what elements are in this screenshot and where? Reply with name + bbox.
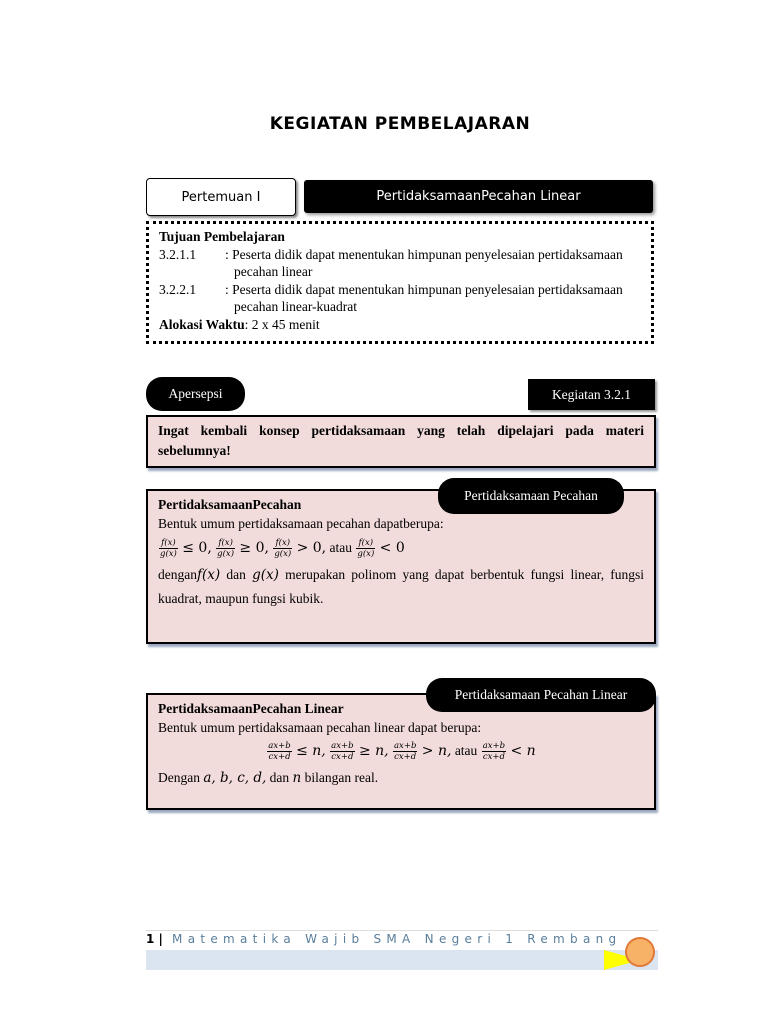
- section-heading: PertidaksamaanPecahan: [158, 497, 302, 512]
- footer-band: [146, 950, 658, 970]
- topic-banner: PertidaksamaanPecahan Linear: [304, 180, 653, 213]
- goal-text-cont: pecahan linear: [234, 264, 313, 279]
- section-pill: Pertidaksamaan Pecahan: [438, 478, 624, 514]
- section-pill: Pertidaksamaan Pecahan Linear: [426, 678, 656, 712]
- time-allocation-label: Alokasi Waktu: [159, 316, 245, 332]
- fraction: $\frac{ax+b}{cx+d}$: [268, 741, 291, 763]
- goal-text: : Peserta didik dapat menentukan himpunan penyelesaian pertidaksamaan: [225, 281, 623, 297]
- goal-number: 3.2.1.1: [159, 246, 197, 262]
- section-body: Dengan a, b, c, d, dan n bilangan real.: [158, 770, 379, 787]
- fraction: $\frac{f(x)}{g(x)}$: [274, 538, 292, 560]
- footer-text: Matematika Wajib SMA Negeri 1 Rembang: [172, 932, 622, 946]
- kegiatan-label: Kegiatan 3.2.1: [528, 379, 655, 410]
- fraction: $\frac{f(x)}{g(x)}$: [357, 538, 375, 560]
- operator: ≥ n,: [358, 743, 389, 759]
- operator: > 0,: [296, 540, 327, 556]
- goal-text: : Peserta didik dapat menentukan himpunan penyelesaian pertidaksamaan: [225, 246, 623, 262]
- page-number: 1 |: [146, 932, 163, 946]
- time-allocation: [159, 316, 641, 334]
- apersepsi-label: Apersepsi: [146, 377, 245, 411]
- operator: < n: [510, 743, 536, 759]
- section-heading: PertidaksamaanPecahan Linear: [158, 701, 344, 716]
- footer-circle-icon: [625, 937, 655, 967]
- goal-item: [159, 281, 641, 316]
- operator: < 0: [379, 540, 405, 556]
- footer-divider: [146, 930, 658, 931]
- footer: [146, 932, 621, 946]
- operator: ≥ 0,: [239, 540, 269, 556]
- goal-number: 3.2.2.1: [159, 281, 197, 297]
- fraction: $\frac{ax+b}{cx+d}$: [331, 741, 354, 763]
- learning-goals-box: [146, 221, 654, 344]
- section-body: denganf(x) dan g(x) merupakan polinom yang dapat berbentuk fungsi linear, fungsi kuadrat, maupun fungsi kubik.: [158, 567, 645, 607]
- recall-box: Ingat kembali konsep pertidaksamaan yang telah dipelajari pada materi sebelumnya!: [146, 415, 656, 468]
- time-allocation-value: : 2 x 45 menit: [244, 316, 320, 332]
- goal-item: [159, 246, 641, 281]
- goal-text-cont: pecahan linear-kuadrat: [234, 299, 358, 314]
- meeting-label: Pertemuan I: [146, 178, 296, 216]
- operator: > n,: [421, 743, 452, 759]
- page-title: KEGIATAN PEMBELAJARAN: [269, 114, 531, 134]
- formula-row: [158, 741, 644, 762]
- atau-word: atau: [329, 540, 353, 555]
- operator: ≤ 0,: [182, 540, 212, 556]
- formula-row: [158, 538, 644, 559]
- fraction: $\frac{ax+b}{cx+d}$: [482, 741, 506, 763]
- atau-word: atau: [454, 743, 478, 758]
- fraction: $\frac{ax+b}{cx+d}$: [393, 741, 417, 763]
- goals-heading: Tujuan Pembelajaran: [159, 229, 285, 244]
- operator: ≤ n,: [296, 743, 326, 759]
- section-intro: Bentuk umum pertidaksamaan pecahan linear dapat berupa:: [158, 720, 482, 735]
- fraction: $\frac{f(x)}{g(x)}$: [160, 538, 177, 560]
- fraction: $\frac{f(x)}{g(x)}$: [217, 538, 235, 560]
- section-intro: Bentuk umum pertidaksamaan pecahan dapatberupa:: [158, 516, 444, 531]
